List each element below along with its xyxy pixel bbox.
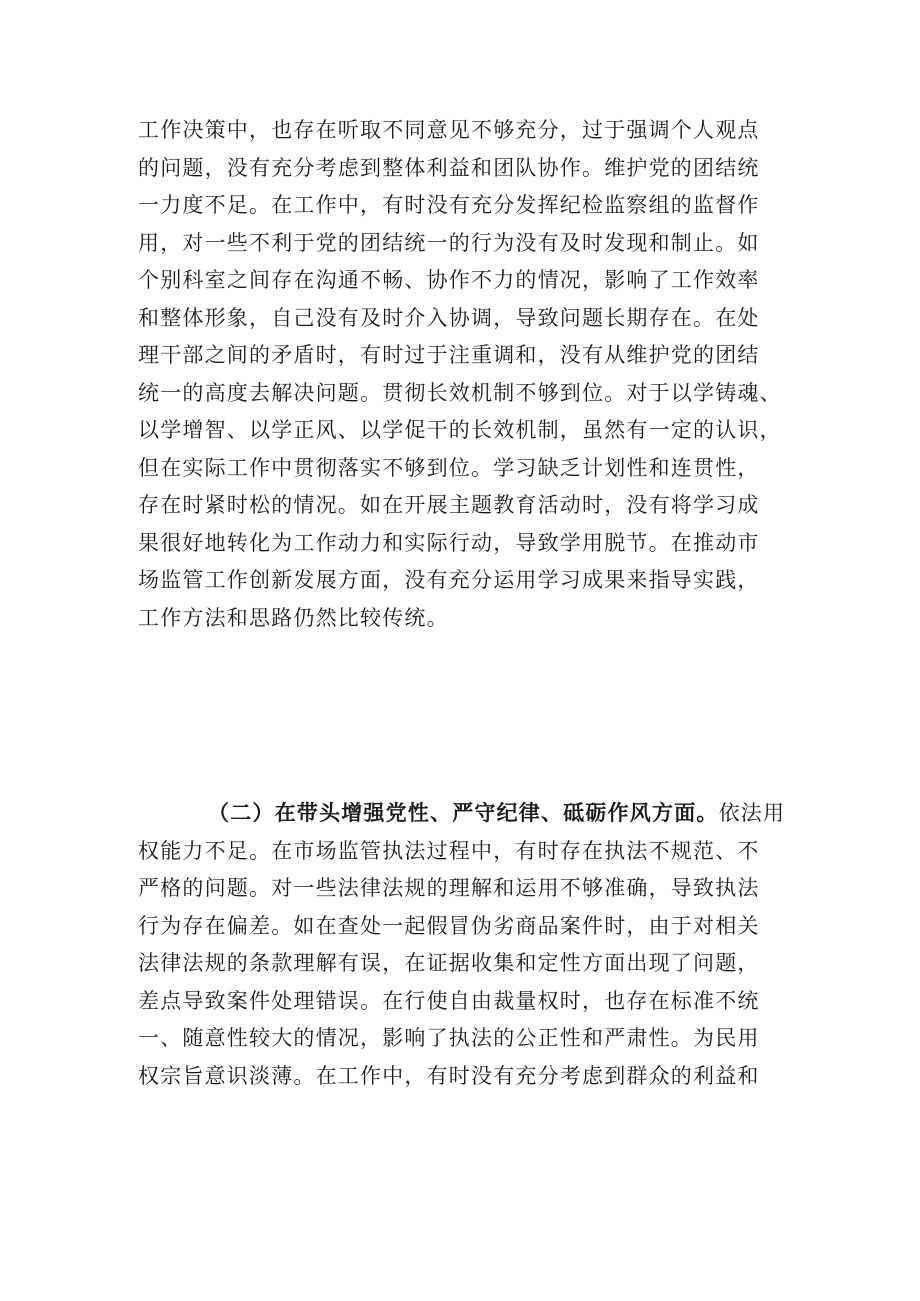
text-line: 权能力不足。在市场监管执法过程中，有时存在执法不规范、不 bbox=[138, 838, 760, 863]
text-line: 理干部之间的矛盾时，有时过于注重调和，没有从维护党的团结 bbox=[138, 343, 760, 367]
text-line: 个别科室之间存在沟通不畅、协作不力的情况，影响了工作效率 bbox=[138, 268, 760, 292]
text-line: 工作决策中，也存在听取不同意见不够充分，过于强调个人观点 bbox=[138, 118, 760, 142]
text-line: 的问题，没有充分考虑到整体利益和团队协作。维护党的团结统 bbox=[138, 155, 760, 180]
text-line: 场监管工作创新发展方面，没有充分运用学习成果来指导实践， bbox=[138, 568, 760, 592]
text-line: 统一的高度去解决问题。贯彻长效机制不够到位。对于以学铸魂、 bbox=[138, 380, 782, 405]
text-line: 果很好地转化为工作动力和实际行动，导致学用脱节。在推动市 bbox=[138, 530, 760, 555]
text-line: 一力度不足。在工作中，有时没有充分发挥纪检监察组的监督作 bbox=[138, 193, 760, 217]
text-line: 以学增智、以学正风、以学促干的长效机制，虽然有一定的认识， bbox=[138, 418, 782, 442]
text-line: 工作方法和思路仍然比较传统。 bbox=[138, 605, 449, 630]
text-line: 一、随意性较大的情况，影响了执法的公正性和严肃性。为民用 bbox=[138, 1026, 760, 1050]
paragraph-1 bbox=[138, 112, 793, 637]
heading-continuation: 依法用 bbox=[718, 801, 786, 825]
paragraph-2 bbox=[138, 795, 793, 1095]
text-line: 权宗旨意识淡薄。在工作中，有时没有充分考虑到群众的利益和 bbox=[138, 1063, 760, 1088]
text-line: 但在实际工作中贯彻落实不够到位。学习缺乏计划性和连贯性， bbox=[138, 455, 760, 480]
text-line: 差点导致案件处理错误。在行使自由裁量权时，也存在标准不统 bbox=[138, 988, 760, 1013]
text-line: 严格的问题。对一些法律法规的理解和运用不够准确，导致执法 bbox=[138, 876, 760, 900]
section-heading: （二）在带头增强党性、严守纪律、砥砺作风方面。 bbox=[208, 801, 719, 825]
paragraph-2-first-line bbox=[138, 795, 793, 833]
text-line: 和整体形象，自己没有及时介入协调，导致问题长期存在。在处 bbox=[138, 305, 760, 330]
text-line: 存在时紧时松的情况。如在开展主题教育活动时，没有将学习成 bbox=[138, 493, 760, 517]
text-line: 法律法规的条款理解有误，在证据收集和定性方面出现了问题， bbox=[138, 951, 760, 975]
text-line: 行为存在偏差。如在查处一起假冒伪劣商品案件时，由于对相关 bbox=[138, 913, 760, 938]
text-line: 用，对一些不利于党的团结统一的行为没有及时发现和制止。如 bbox=[138, 230, 760, 255]
